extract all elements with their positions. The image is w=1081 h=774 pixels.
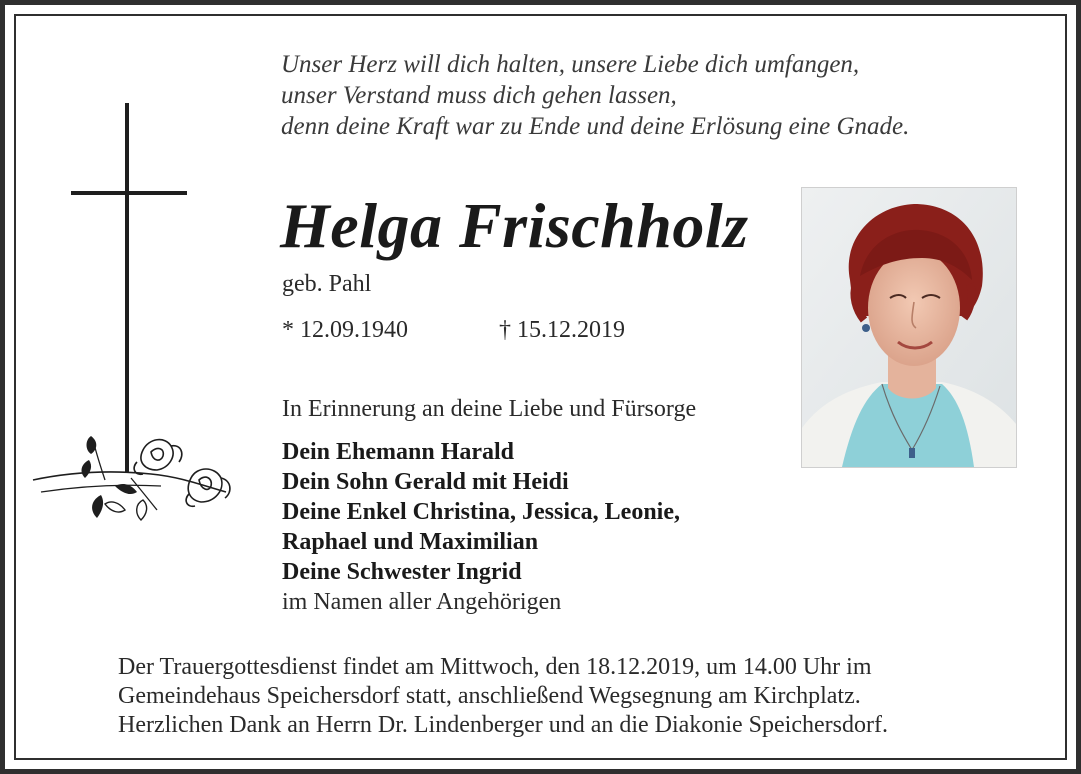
mourners-list — [282, 437, 680, 587]
service-line-3: Herzlichen Dank an Herrn Dr. Lindenberger und an die Diakonie Speichersdorf. — [118, 712, 888, 738]
death-date: † 15.12.2019 — [499, 317, 625, 343]
motto-line-1: Unser Herz will dich halten, unsere Liebe dich umfangen, — [281, 51, 860, 78]
birth-date: * 12.09.1940 — [282, 317, 408, 343]
motto-line-2: unser Verstand muss dich gehen lassen, — [281, 82, 677, 109]
mourner-line: Deine Schwester Ingrid — [282, 559, 522, 585]
deceased-name: Helga Frischholz — [280, 190, 749, 261]
life-dates — [282, 317, 625, 344]
portrait-photo — [801, 187, 1017, 468]
mourner-line: Dein Ehemann Harald — [282, 439, 515, 465]
closing-line: im Namen aller Angehörigen — [282, 589, 562, 615]
birth-name: geb. Pahl — [282, 271, 372, 297]
remembrance-intro: In Erinnerung an deine Liebe und Fürsorge — [282, 396, 697, 422]
service-line-1: Der Trauergottesdienst findet am Mittwoch, den 18.12.2019, um 14.00 Uhr im — [118, 654, 872, 680]
motto-line-3: denn deine Kraft war zu Ende und deine Erlösung eine Gnade. — [281, 113, 910, 140]
service-announcement — [118, 653, 888, 740]
cross-with-roses-icon — [31, 100, 236, 525]
mourner-line: Dein Sohn Gerald mit Heidi — [282, 469, 569, 495]
mourner-line: Raphael und Maximilian — [282, 529, 539, 555]
mourner-line: Deine Enkel Christina, Jessica, Leonie, — [282, 499, 681, 525]
motto-verse — [281, 49, 909, 142]
service-line-2: Gemeindehaus Speichersdorf statt, anschließend Wegsegnung am Kirchplatz. — [118, 683, 861, 709]
